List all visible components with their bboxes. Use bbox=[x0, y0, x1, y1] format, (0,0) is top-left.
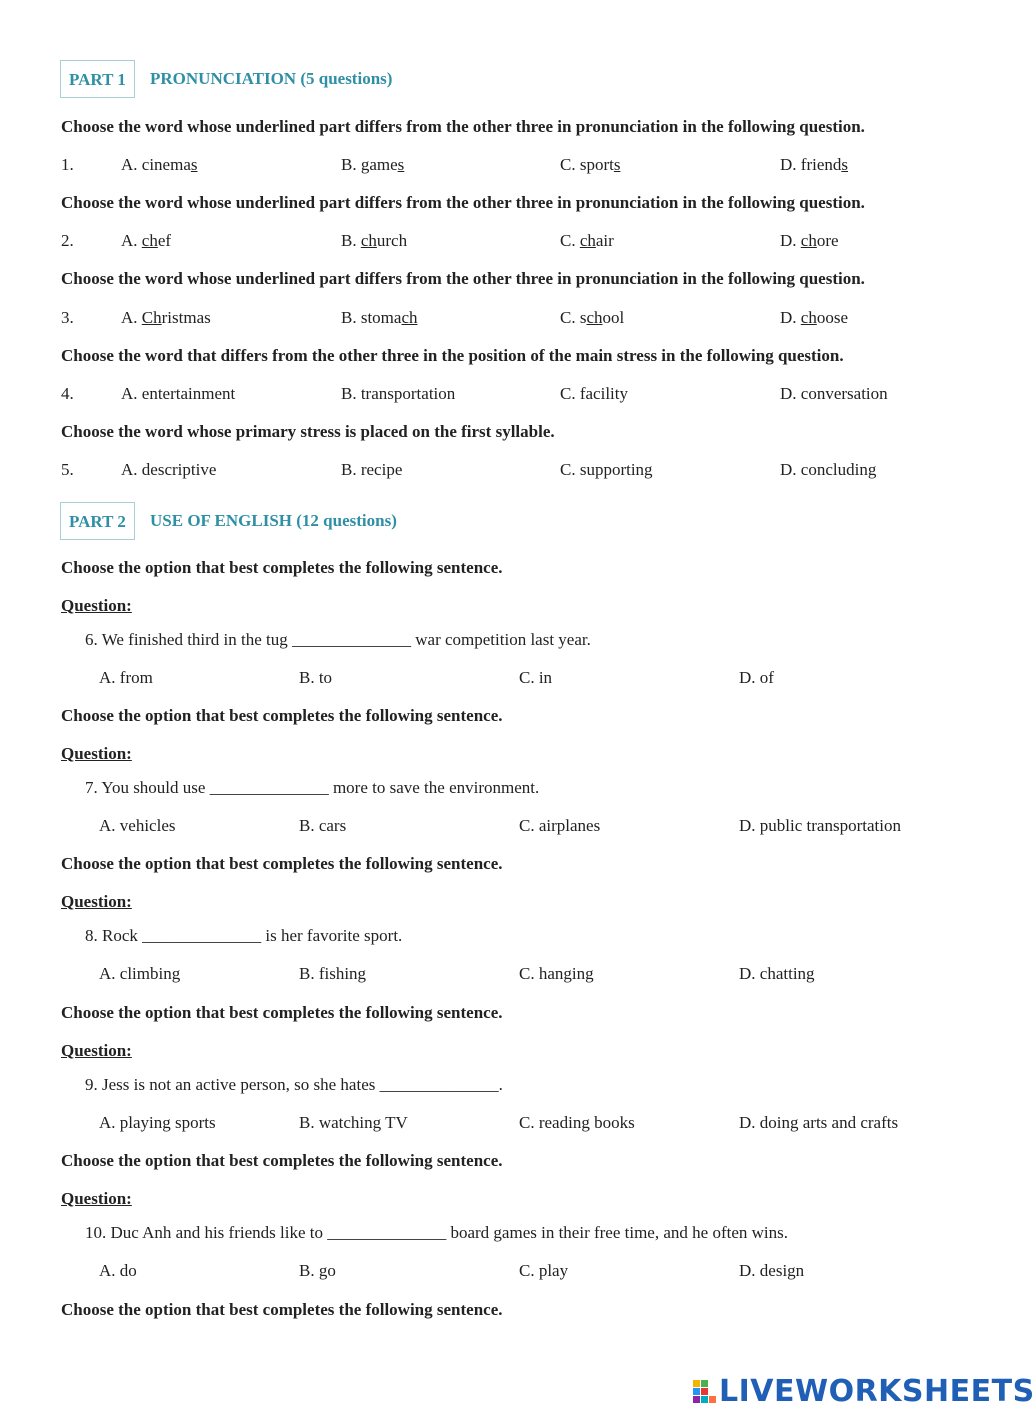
p1-q3-option-d: D. choose bbox=[780, 308, 848, 327]
p1-q3-number: 3. bbox=[61, 308, 74, 327]
part2-label: PART 2 bbox=[60, 502, 135, 540]
p1-q2-instruction: Choose the word whose underlined part differs from the other three in pronunciation in the following question. bbox=[61, 193, 865, 212]
p1-q1-instruction: Choose the word whose underlined part differs from the other three in pronunciation in the following question. bbox=[61, 117, 865, 136]
liveworksheets-logo-text: LIVEWORKSHEETS bbox=[719, 1374, 1035, 1409]
p2-q6-label: Question: bbox=[61, 596, 132, 615]
p1-q4-option-b: B. transportation bbox=[341, 384, 456, 403]
p2-q9-label: Question: bbox=[61, 1041, 132, 1060]
p2-q6-instruction: Choose the option that best completes the following sentence. bbox=[61, 558, 503, 577]
part1-label: PART 1 bbox=[60, 60, 135, 98]
p2-q7-option-a[interactable]: A. vehicles bbox=[99, 816, 176, 835]
part2-title: USE OF ENGLISH (12 questions) bbox=[150, 511, 397, 530]
liveworksheets-logo-icon bbox=[693, 1380, 717, 1404]
p1-q2-option-a: A. chef bbox=[121, 231, 172, 250]
p2-q7-option-d[interactable]: D. public transportation bbox=[739, 816, 901, 835]
p1-q1-option-b: B. games bbox=[341, 155, 405, 174]
p1-q2-number: 2. bbox=[61, 231, 74, 250]
p1-q5-number: 5. bbox=[61, 460, 74, 479]
p1-q3-instruction: Choose the word whose underlined part differs from the other three in pronunciation in the following question. bbox=[61, 269, 865, 288]
p2-q7-option-c[interactable]: C. airplanes bbox=[519, 816, 601, 835]
p1-q2-option-d: D. chore bbox=[780, 231, 839, 250]
p1-q4-instruction: Choose the word that differs from the other three in the position of the main stress in the following question. bbox=[61, 346, 844, 365]
p2-q9-option-c[interactable]: C. reading books bbox=[519, 1113, 635, 1132]
p1-q1-number: 1. bbox=[61, 155, 74, 174]
p1-q5-option-c: C. supporting bbox=[560, 460, 653, 479]
p1-q5-option-b: B. recipe bbox=[341, 460, 403, 479]
p2-q8-option-d[interactable]: D. chatting bbox=[739, 964, 815, 983]
p2-q6-stem: 6. We finished third in the tug ______________ war competition last year. bbox=[85, 630, 591, 649]
p2-q9-stem: 9. Jess is not an active person, so she hates ______________. bbox=[85, 1075, 503, 1094]
p2-q10-option-c[interactable]: C. play bbox=[519, 1261, 569, 1280]
p1-q4-number: 4. bbox=[61, 384, 74, 403]
p2-q7-option-b[interactable]: B. cars bbox=[299, 816, 347, 835]
p2-q7-instruction: Choose the option that best completes the following sentence. bbox=[61, 706, 503, 725]
p2-q9-option-a[interactable]: A. playing sports bbox=[99, 1113, 216, 1132]
p1-q2-option-c: C. chair bbox=[560, 231, 614, 250]
p1-q1-option-a: A. cinemas bbox=[121, 155, 198, 174]
p2-q8-option-c[interactable]: C. hanging bbox=[519, 964, 594, 983]
p1-q5-option-d: D. concluding bbox=[780, 460, 877, 479]
p2-q6-option-b[interactable]: B. to bbox=[299, 668, 333, 687]
p2-q9-instruction: Choose the option that best completes the following sentence. bbox=[61, 1003, 503, 1022]
p2-q8-option-a[interactable]: A. climbing bbox=[99, 964, 181, 983]
p1-q1-option-c: C. sports bbox=[560, 155, 621, 174]
part1-title: PRONUNCIATION (5 questions) bbox=[150, 69, 393, 88]
p1-q2-option-b: B. church bbox=[341, 231, 408, 250]
p2-q10-label: Question: bbox=[61, 1189, 132, 1208]
p2-q7-label: Question: bbox=[61, 744, 132, 763]
p2-q10-option-d[interactable]: D. design bbox=[739, 1261, 805, 1280]
p1-q3-option-c: C. school bbox=[560, 308, 625, 327]
liveworksheets-logo bbox=[693, 1374, 1035, 1409]
p2-q8-option-b[interactable]: B. fishing bbox=[299, 964, 367, 983]
p1-q1-option-d: D. friends bbox=[780, 155, 848, 174]
p2-q8-instruction: Choose the option that best completes the following sentence. bbox=[61, 854, 503, 873]
p2-q9-option-d[interactable]: D. doing arts and crafts bbox=[739, 1113, 899, 1132]
p2-q8-stem: 8. Rock ______________ is her favorite sport. bbox=[85, 926, 403, 945]
p1-q4-option-d: D. conversation bbox=[780, 384, 888, 403]
p2-q10-option-a[interactable]: A. do bbox=[99, 1261, 137, 1280]
p2-q10-option-b[interactable]: B. go bbox=[299, 1261, 336, 1280]
p2-q7-stem: 7. You should use ______________ more to save the environment. bbox=[85, 778, 540, 797]
p1-q3-option-a: A. Christmas bbox=[121, 308, 211, 327]
p2-q6-option-d[interactable]: D. of bbox=[739, 668, 774, 687]
p1-q5-instruction: Choose the word whose primary stress is placed on the first syllable. bbox=[61, 422, 555, 441]
p2-q10-stem: 10. Duc Anh and his friends like to ______________ board games in their free time, and he often wins. bbox=[85, 1223, 788, 1242]
p1-q4-option-a: A. entertainment bbox=[121, 384, 236, 403]
p2-q6-option-c[interactable]: C. in bbox=[519, 668, 553, 687]
p2-q9-option-b[interactable]: B. watching TV bbox=[299, 1113, 408, 1132]
p2-q6-option-a[interactable]: A. from bbox=[99, 668, 153, 687]
p1-q5-option-a: A. descriptive bbox=[121, 460, 217, 479]
p2-q10-instruction: Choose the option that best completes the following sentence. bbox=[61, 1151, 503, 1170]
p1-q4-option-c: C. facility bbox=[560, 384, 628, 403]
p1-q3-option-b: B. stomach bbox=[341, 308, 418, 327]
p2-trailing-instruction: Choose the option that best completes the following sentence. bbox=[61, 1300, 503, 1319]
p2-q8-label: Question: bbox=[61, 892, 132, 911]
